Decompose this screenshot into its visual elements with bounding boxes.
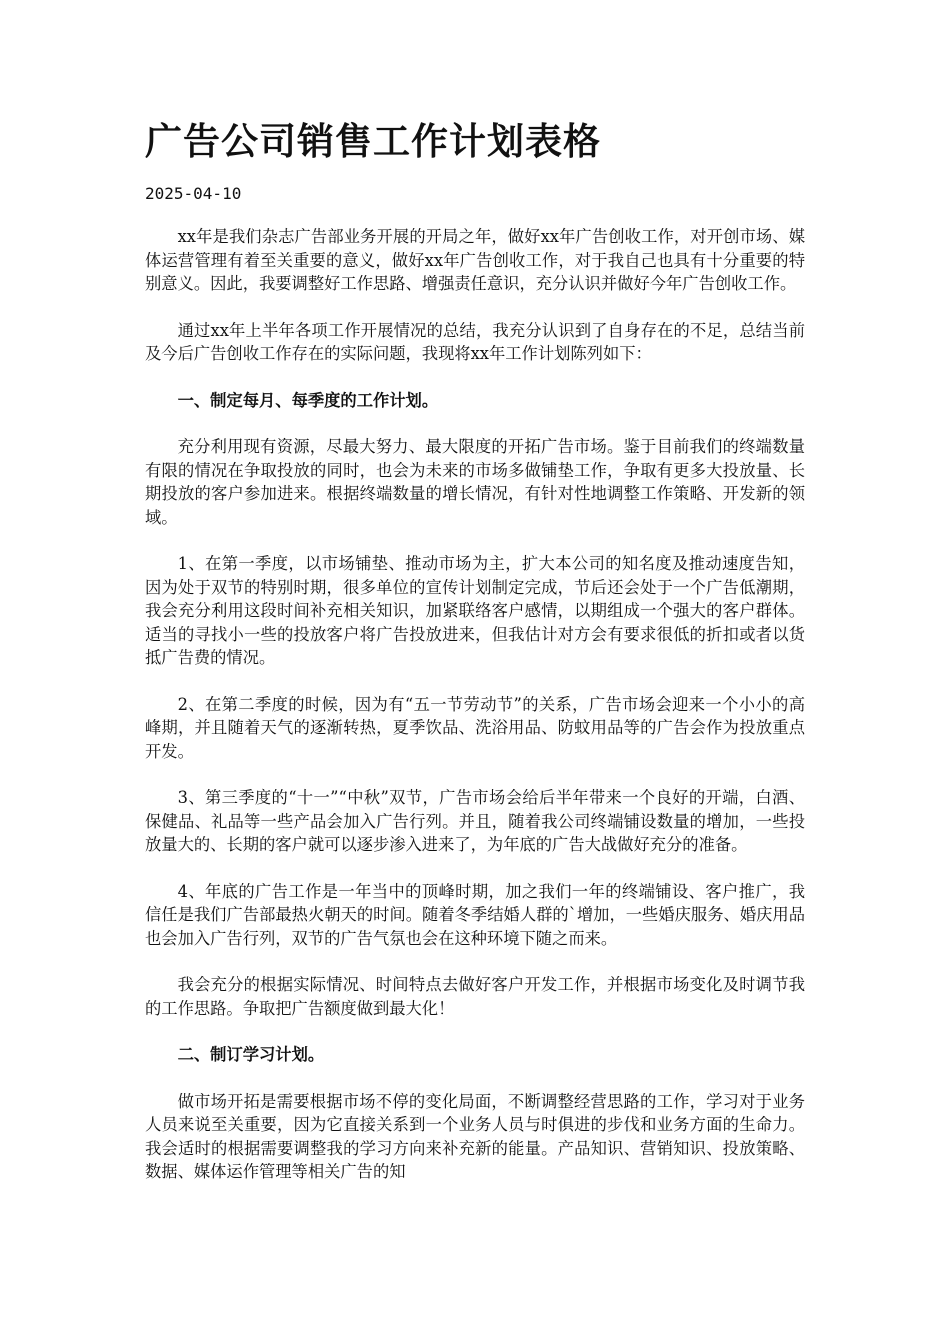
paragraph-q1: 1、在第一季度，以市场铺垫、推动市场为主，扩大本公司的知名度及推动速度告知，因为处于双节的特别时期，很多单位的宣传计划制定完成，节后还会处于一个广告低潮期，我会充分利用这段时间补充相关知识，加紧联络客户感情，以期组成一个强大的客户群体。适当的寻找小一些的投放客户将广告投放进来，但我估计对方会有要求很低的折扣或者以货抵广告费的情况。 [145,554,805,667]
paragraph-learning: 做市场开拓是需要根据市场不停的变化局面，不断调整经营思路的工作，学习对于业务人员来说至关重要，因为它直接关系到一个业务人员与时俱进的步伐和业务方面的生命力。我会适时的根据需要调整我的学习方向来补充新的能量。产品知识、营销知识、投放策略、数据、媒体运作管理等相关广告的知 [145,1091,805,1181]
document-date: 2025-04-10 [145,184,242,203]
paragraph-q3: 3、第三季度的“十一”“中秋”双节，广告市场会给后半年带来一个良好的开端，白酒、保健品、礼品等一些产品会加入广告行列。并且，随着我公司终端铺设数量的增加，一些投放量大的、长期的客户就可以逐步渗入进来了，为年底的广告大战做好充分的准备。 [145,788,805,854]
paragraph-conclusion: 我会充分的根据实际情况、时间特点去做好客户开发工作，并根据市场变化及时调节我的工作思路。争取把广告额度做到最大化！ [145,975,805,1018]
paragraph-summary: 通过xx年上半年各项工作开展情况的总结，我充分认识到了自身存在的不足，总结当前及今后广告创收工作存在的实际问题，我现将xx年工作计划陈列如下： [145,320,805,363]
document-body [145,225,805,1207]
document-title: 广告公司销售工作计划表格 [145,120,601,163]
paragraph-q4: 4、年底的广告工作是一年当中的顶峰时期，加之我们一年的终端铺设、客户推广，我信任是我们广告部最热火朝天的时间。随着冬季结婚人群的`增加，一些婚庆服务、婚庆用品也会加入广告行列，双节的广告气氛也会在这种环境下随之而来。 [145,881,805,948]
section-heading-2: 二、制订学习计划。 [177,1045,325,1064]
paragraph-q2: 2、在第二季度的时候，因为有“五一节劳动节”的关系，广告市场会迎来一个小小的高峰期，并且随着天气的逐渐转热，夏季饮品、洗浴用品、防蚊用品等的广告会作为投放重点开发。 [145,694,805,761]
paragraph-resources: 充分利用现有资源，尽最大努力、最大限度的开拓广告市场。鉴于目前我们的终端数量有限的情况在争取投放的同时，也会为未来的市场多做铺垫工作，争取有更多大投放量、长期投放的客户参加进来。根据终端数量的增长情况，有针对性地调整工作策略、开发新的领域。 [145,437,805,527]
paragraph-intro: xx年是我们杂志广告部业务开展的开局之年，做好xx年广告创收工作，对开创市场、媒体运营管理有着至关重要的意义，做好xx年广告创收工作，对于我自己也具有十分重要的特别意义。因此，我要调整好工作思路、增强责任意识，充分认识并做好今年广告创收工作。 [145,227,805,293]
section-heading-1: 一、制定每月、每季度的工作计划。 [177,390,439,410]
